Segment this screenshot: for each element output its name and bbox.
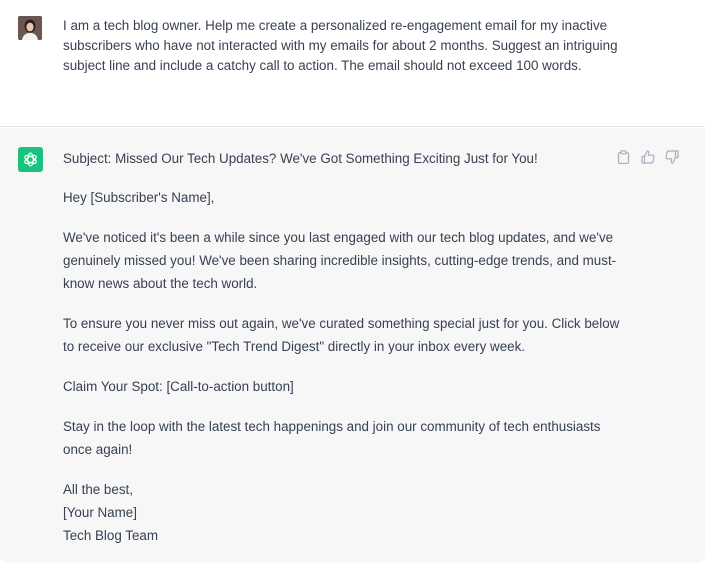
user-message-turn <box>0 0 705 127</box>
message-actions <box>616 149 679 164</box>
email-paragraph-2: To ensure you never miss out again, we've curated something special just for you. Click below to receive our exclusive "Tech Trend Digest" directly in your inbox every week. <box>63 316 620 354</box>
email-subject: Subject: Missed Our Tech Updates? We've Got Something Exciting Just for You! <box>63 151 538 166</box>
openai-logo-icon <box>18 147 43 172</box>
email-paragraph-3: Stay in the loop with the latest tech happenings and join our community of tech enthusiasts once again! <box>63 419 601 457</box>
assistant-message-body <box>63 149 623 547</box>
thumbs-down-icon[interactable] <box>664 149 679 164</box>
email-paragraph-1: We've noticed it's been a while since you last engaged with our tech blog updates, and we've genuinely missed you! We've been sharing incredible insights, cutting-edge trends, and must-know news about the tech world. <box>63 230 617 291</box>
assistant-message-turn <box>0 128 705 563</box>
email-sender-name: [Your Name] <box>63 505 137 520</box>
email-signoff: All the best, <box>63 482 133 497</box>
email-greeting: Hey [Subscriber's Name], <box>63 190 215 205</box>
user-avatar <box>18 16 42 40</box>
email-team: Tech Blog Team <box>63 528 159 543</box>
thumbs-up-icon[interactable] <box>640 149 655 164</box>
user-message-text: I am a tech blog owner. Help me create a personalized re-engagement email for my inactive subscribers who have not interacted with my emails for about 2 months. Suggest an intriguing subject line and include a catchy call to action. The email should not exceed 100 words. <box>63 18 618 73</box>
email-cta: Claim Your Spot: [Call-to-action button] <box>63 379 294 394</box>
